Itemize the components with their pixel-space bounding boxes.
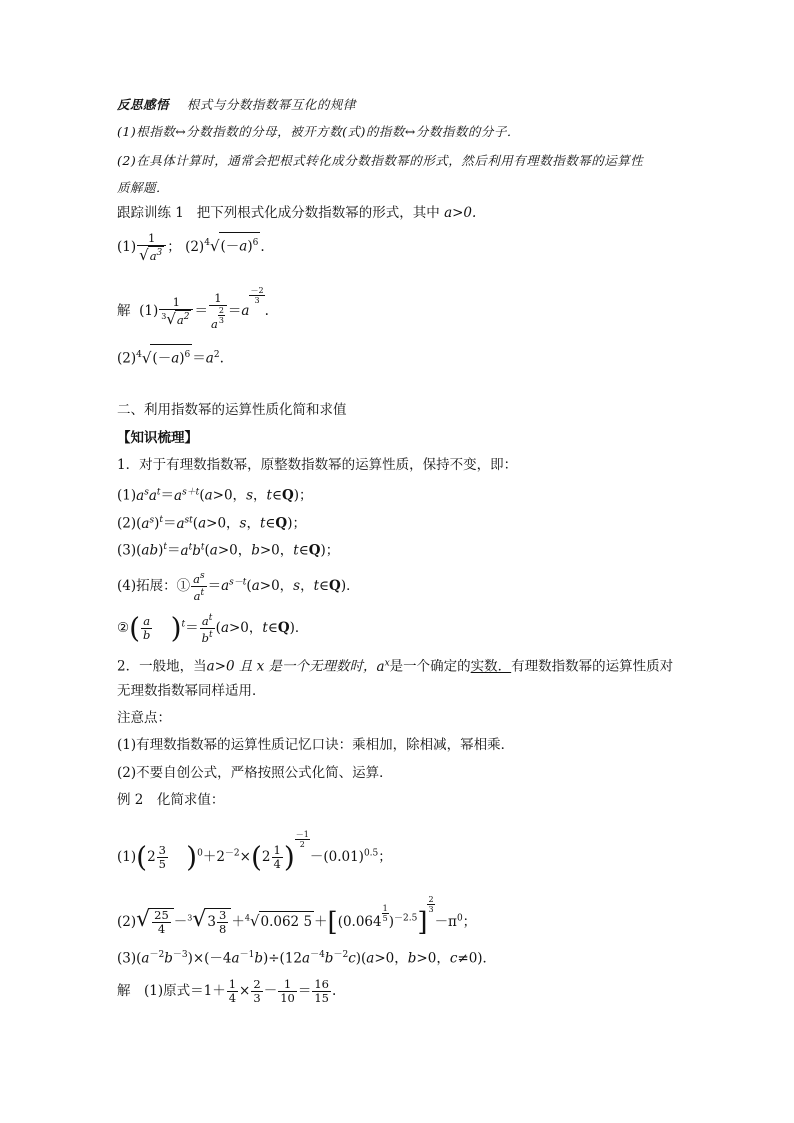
reflection-subtitle: 根式与分数指数幂互化的规律	[186, 97, 356, 112]
training-solution-1: 解 (1) $\frac{1}{^3√a^2}$ ＝ 1 a $\frac{2}{3}$ ＝a $\frac{-2}{3}$ .	[117, 286, 269, 331]
rule-4: (4)拓展：① $\frac{a^s}{a^t}$ $=a^{s-t}(a>0$，s，t∈Q)．	[117, 571, 360, 603]
example-q3: $(3)(a^{-2}b^{-3})\times(-4a^{-1}b)\div(12a^{-4}b^{-2}c)(a>0$，b>0，c≠0)．	[117, 950, 497, 967]
example-q2: (2)√ $\frac{25}{4}$ －$^3$√3 $\frac{3}{8}$ ＋$^4$√0.062 5 ＋[(0.064 $\frac{1}{5}$ )$^{-2.5}$] $\frac{2}{3}$ $-\pi^0$；	[117, 895, 477, 938]
reflection-title: 反思感悟	[117, 97, 170, 112]
training-questions: (1) $\frac{1}{√a^3}$ ； $(2)4√(-a)^6$ .	[117, 231, 265, 264]
rule-3: $(3)(ab)^t=a^tb^t(a>0$，b>0，t∈Q)；	[117, 542, 340, 559]
rule-5: ②( $\frac{a}{b}$ )$^t$＝ $\frac{a^t}{b^t}$ (a>0，t∈Q)．	[117, 611, 309, 645]
solution-fraction-a: $\frac{1}{^3√a^2}$	[159, 296, 193, 327]
solution-fraction-b: 1 a $\frac{2}{3}$	[209, 292, 227, 331]
knowledge-point-1: 1．对于有理数指数幂，原整数指数幂的运算性质，保持不变，即：	[117, 457, 518, 473]
training-solution-2: $(2)4√(-a)^6 =a^2$.	[117, 344, 224, 369]
example-solution-1: 解 (1)原式＝1＋ $\frac{1}{4}$ × $\frac{2}{3}$ － $\frac{1}{10}$ ＝ $\frac{16}{15}$ .	[117, 977, 337, 1005]
training-title: 跟踪训练 1	[117, 205, 184, 221]
reflection-heading	[117, 95, 356, 115]
note-1: (1)有理数指数幂的运算性质记忆口诀：乘相加，除相减，幂相乘．	[117, 737, 515, 753]
rule-2: $(2)(a^s)^t=a^{st}(a>0$，s，t∈Q)；	[117, 515, 306, 532]
training-condition: a>0.	[444, 205, 477, 221]
training-text: 把下列根式化成分数指数幂的形式，其中	[196, 205, 440, 221]
training-heading	[117, 203, 476, 223]
rule-1: $(1)a^sa^t=a^{s+t}(a>0$，s，t∈Q)；	[117, 487, 313, 504]
note-heading: 注意点：	[117, 710, 171, 726]
example-heading: 例 2 化简求值：	[117, 792, 225, 808]
note-2: (2)不要自创公式，严格按照公式化简、运算．	[117, 765, 393, 781]
reflection-point-1: (1)根指数↔分数指数的分母，被开方数(式)的指数↔分数指数的分子．	[117, 124, 520, 139]
knowledge-badge: 【知识梳理】	[117, 430, 198, 446]
fraction-q1: $\frac{1}{√a^3}$	[137, 232, 166, 263]
section-title: 二、利用指数幂的运算性质化简和求值	[117, 402, 347, 418]
knowledge-point-2a: 2．一般地，当a>0 且 x 是一个无理数时，$a^x$是一个确定的实数．有理数指数幂的运算性质对	[117, 658, 674, 675]
example-q1: (1)(2 $\frac{3}{5}$ )$^0+2^{-2}\times(2$ $\frac{1}{4}$ ) $\frac{-1}{2}$ $-(0.01)^{0.5}$；	[117, 830, 392, 874]
reflection-point-2b: 质解题．	[117, 180, 170, 195]
reflection-point-2a: (2)在具体计算时，通常会把根式转化成分数指数幂的形式，然后利用有理数指数幂的运算性	[117, 153, 644, 168]
knowledge-point-2b: 无理数指数幂同样适用．	[117, 683, 266, 699]
